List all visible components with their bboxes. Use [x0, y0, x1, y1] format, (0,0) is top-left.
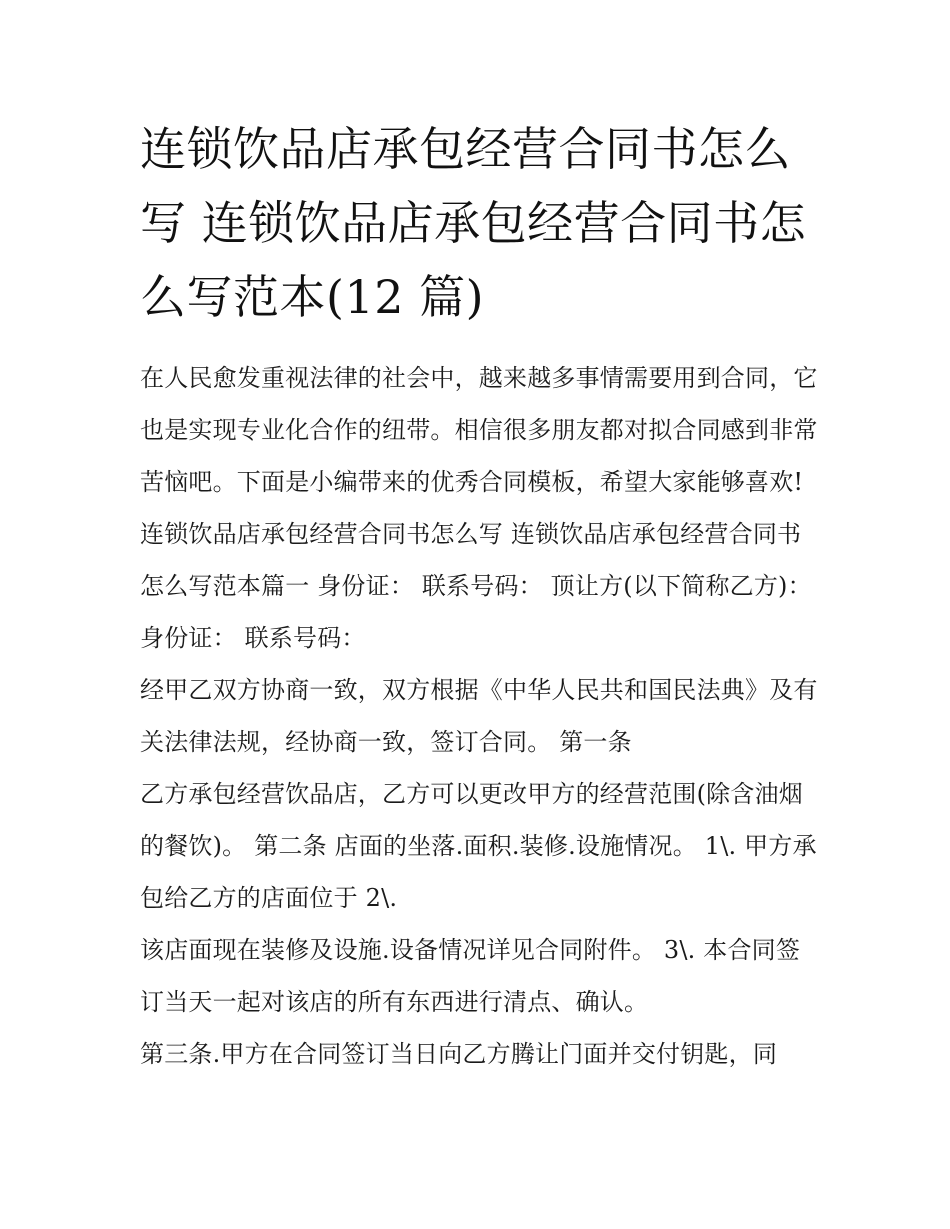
document-title: 连锁饮品店承包经营合同书怎么写 连锁饮品店承包经营合同书怎么写范本(12 篇)	[140, 122, 807, 324]
paragraph-intro: 在人民愈发重视法律的社会中，越来越多事情需要用到合同，它也是实现专业化合作的纽带。相信很多朋友都对拟合同感到非常苦恼吧。下面是小编带来的优秀合同模板，希望大家能够喜欢!	[140, 364, 818, 496]
paragraph-agreement: 经甲乙双方协商一致，双方根据《中华人民共和国民法典》及有关法律法规，经协商一致，签订合同。 第一条	[140, 676, 818, 756]
paragraph-article-2: 该店面现在装修及设施.设备情况详见合同附件。 3\. 本合同签订当天一起对该店的所有东西进行清点、确认。	[140, 936, 801, 1016]
paragraph-parties: 连锁饮品店承包经营合同书怎么写 连锁饮品店承包经营合同书怎么写范本篇一 身份证： 联系号码： 顶让方(以下简称乙方)： 身份证： 联系号码：	[140, 520, 812, 652]
document-body	[140, 352, 820, 1080]
paragraph-article-3: 第三条.甲方在合同签订当日向乙方腾让门面并交付钥匙，同	[140, 1040, 778, 1068]
paragraph-article-1: 乙方承包经营饮品店，乙方可以更改甲方的经营范围(除含油烟的餐饮)。 第二条 店面的坐落.面积.装修.设施情况。 1\. 甲方承包给乙方的店面位于 2\.	[140, 780, 817, 912]
